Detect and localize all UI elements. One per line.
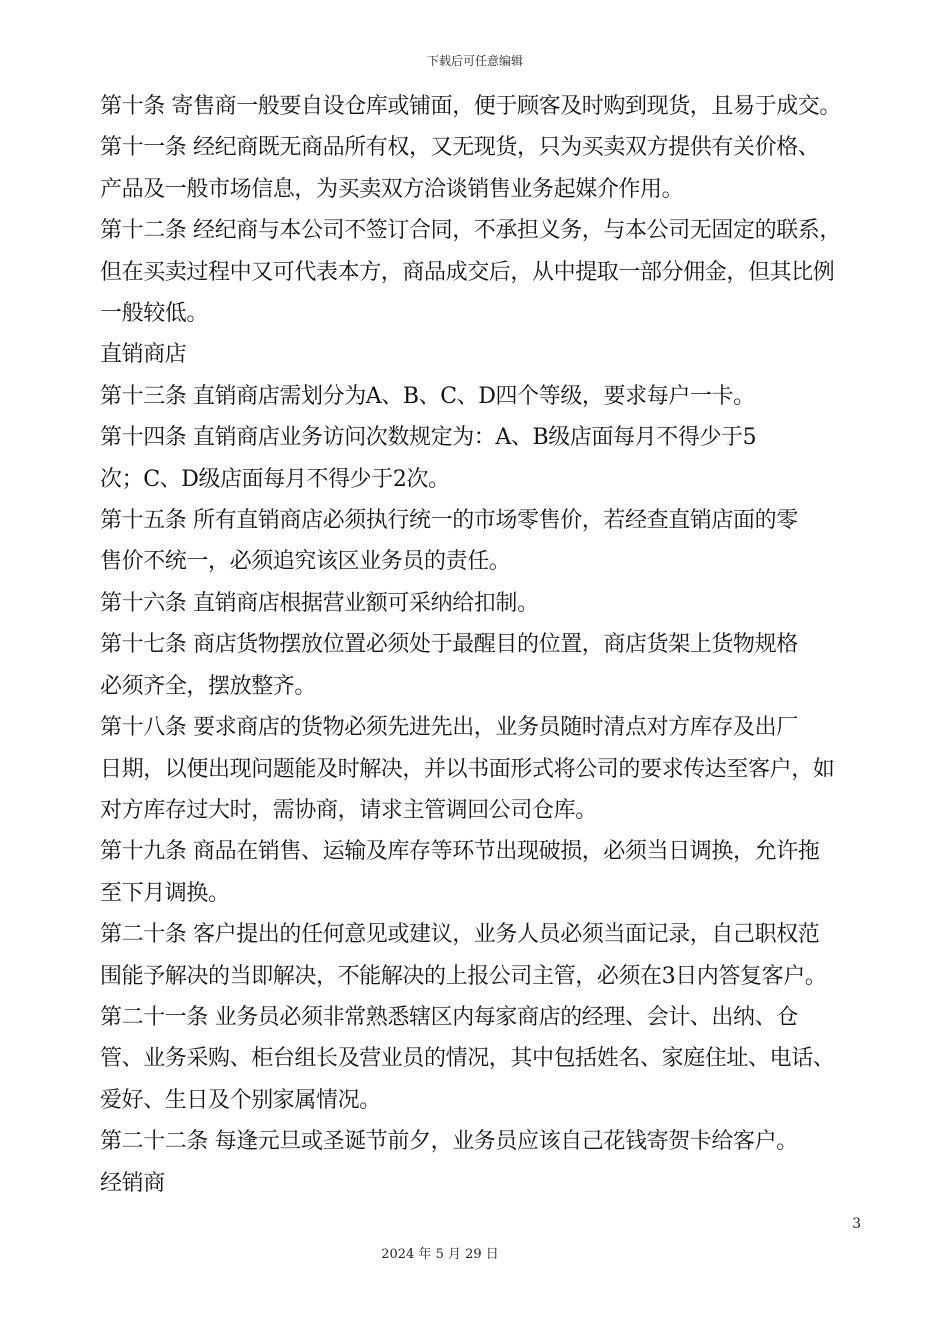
body-line: 围能予解决的当即解决，不能解决的上报公司主管，必须在3日内答复客户。 — [100, 963, 827, 989]
body-line: 一般较低。 — [100, 301, 209, 327]
body-line: 第二十条 客户提出的任何意见或建议，业务人员必须当面记录，自己职权范 — [100, 922, 820, 948]
body-line: 爱好、生日及个别家属情况。 — [100, 1087, 381, 1113]
body-line: 管、业务采购、柜台组长及营业员的情况，其中包括姓名、家庭住址、电话、 — [100, 1046, 835, 1072]
body-line: 日期，以便出现问题能及时解决，并以书面形式将公司的要求传达至客户，如 — [100, 756, 835, 782]
body-line: 次；C、D级店面每月不得少于2次。 — [100, 466, 450, 492]
body-line: 第二十二条 每逢元旦或圣诞节前夕，业务员应该自己花钱寄贺卡给客户。 — [100, 1129, 798, 1155]
body-line: 第十条 寄售商一般要自设仓库或铺面，便于顾客及时购到现货，且易于成交。 — [100, 94, 841, 119]
body-line: 至下月调换。 — [100, 880, 230, 906]
body-line: 第十三条 直销商店需划分为A、B、C、D四个等级，要求每户一卡。 — [100, 383, 755, 409]
body-line: 第十七条 商店货物摆放位置必须处于最醒目的位置，商店货架上货物规格 — [100, 632, 798, 658]
body-line: 产品及一般市场信息，为买卖双方洽谈销售业务起媒介作用。 — [100, 176, 684, 202]
body-line: 第十四条 直销商店业务访问次数规定为：A、B级店面每月不得少于5 — [100, 425, 757, 451]
document-body — [100, 86, 870, 1204]
body-line: 第十九条 商品在销售、运输及库存等环节出现破损，必须当日调换，允许拖 — [100, 839, 820, 865]
body-line: 第十八条 要求商店的货物必须先进先出，业务员随时清点对方库存及出厂 — [100, 715, 798, 741]
body-line: 第十一条 经纪商既无商品所有权，又无现货，只为买卖双方提供有关价格、 — [100, 135, 820, 161]
body-line: 必须齐全，摆放整齐。 — [100, 673, 317, 699]
body-line: 第十二条 经纪商与本公司不签订合同，不承担义务，与本公司无固定的联系， — [100, 218, 841, 244]
page-number: 3 — [852, 1216, 861, 1232]
body-line: 售价不统一，必须追究该区业务员的责任。 — [100, 549, 511, 575]
section-heading: 直销商店 — [100, 342, 187, 368]
body-line: 第十六条 直销商店根据营业额可采纳给扣制。 — [100, 590, 539, 616]
body-line: 但在买卖过程中又可代表本方，商品成交后，从中提取一部分佣金，但其比例 — [100, 259, 835, 285]
section-heading: 经销商 — [100, 1170, 165, 1196]
body-line: 第二十一条 业务员必须非常熟悉辖区内每家商店的经理、会计、出纳、仓 — [100, 1004, 798, 1030]
body-line: 第十五条 所有直销商店必须执行统一的市场零售价，若经查直销店面的零 — [100, 508, 798, 534]
footer-date: 2024 年 5 月 29 日 — [381, 1247, 499, 1262]
body-line: 对方库存过大时，需协商，请求主管调回公司仓库。 — [100, 797, 597, 823]
page-header: 下载后可任意编辑 — [426, 54, 523, 68]
